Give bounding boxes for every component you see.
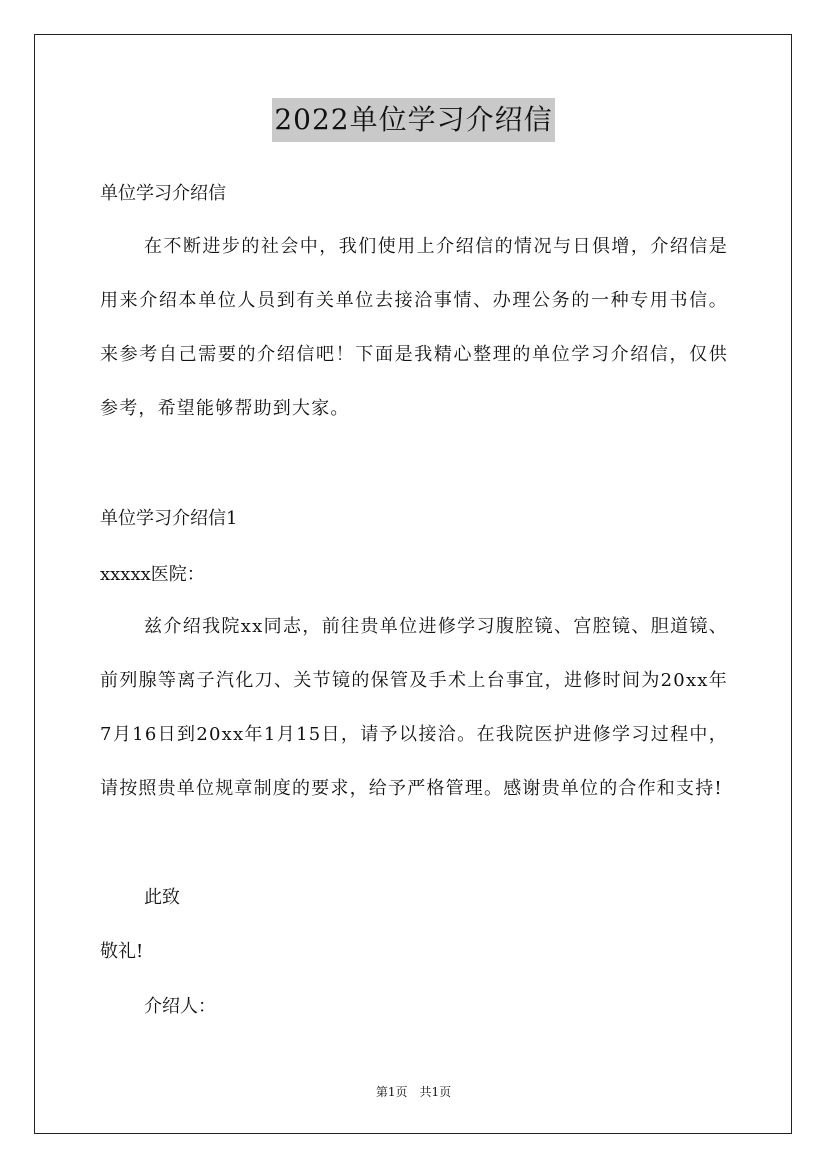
page-footer: 第1页 共1页 [375,1085,452,1099]
letter-recipient: xxxxx医院： [100,564,205,585]
document-subtitle: 单位学习介绍信 [100,183,226,204]
document-title: 2022单位学习介绍信 [272,98,554,142]
closing-respect: 敬礼! [100,941,144,962]
document-title-container [0,98,827,142]
closing-salutation: 此致 [144,887,180,908]
section-heading: 单位学习介绍信1 [100,508,238,529]
letter-body-paragraph: 兹介绍我院xx同志，前往贵单位进修学习腹腔镜、宫腔镜、胆道镜、前列腺等离子汽化刀、关节镜的保管及手术上台事宜，进修时间为20xx年7月16日到20xx年1月15日，请予以接洽。在我院医护进修学习过程中，请按照贵单位规章制度的要求，给予严格管理。感谢贵单位的合作和支持! [100,616,728,799]
introducer-label: 介绍人： [144,996,216,1017]
intro-paragraph: 在不断进步的社会中，我们使用上介绍信的情况与日俱增，介绍信是用来介绍本单位人员到有关单位去接洽事情、办理公务的一种专用书信。来参考自己需要的介绍信吧！下面是我精心整理的单位学习介绍信，仅供参考，希望能够帮助到大家。 [100,236,728,419]
